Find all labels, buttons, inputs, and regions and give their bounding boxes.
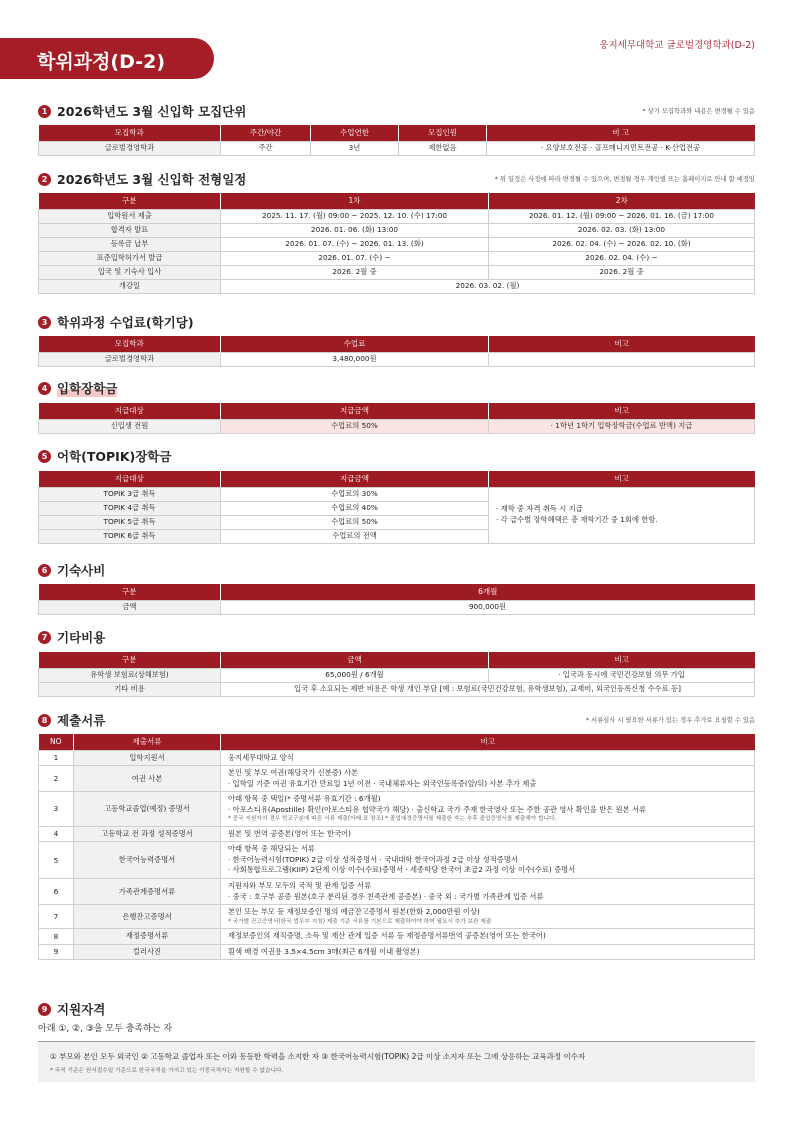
row-number: 4	[39, 826, 74, 842]
document-name: 한국어능력증명서	[74, 842, 221, 879]
document-remark	[221, 905, 755, 929]
qualification-box	[38, 1041, 755, 1082]
document-name: 가족관계증명서류	[74, 878, 221, 904]
document-name: 입학지원서	[74, 750, 221, 766]
section-number: 5	[38, 450, 51, 463]
section-number: 3	[38, 316, 51, 329]
row-number: 9	[39, 944, 74, 960]
col-header: 모집인원	[399, 125, 487, 141]
cell: 2026. 02. 03. (화) 13:00	[489, 223, 755, 237]
cell: 2026. 02. 04. (수) ~	[489, 251, 755, 265]
cell: 3년	[311, 141, 399, 155]
section-5-heading	[38, 447, 171, 465]
remark-cell	[489, 487, 755, 543]
cell: 기타 비용	[39, 682, 221, 696]
remark-line: 웅지세무대학교 양식	[228, 752, 294, 762]
section-number: 2	[38, 173, 51, 186]
row-number: 5	[39, 842, 74, 879]
col-header: 지급금액	[221, 471, 489, 487]
col-header: 주간/야간	[221, 125, 311, 141]
cell: TOPIK 5급 취득	[39, 515, 221, 529]
remark-line: · 한국어능력시험(TOPIK) 2급 이상 성적증명서 · 국내대학 한국어과정 2급 이상 성적증명서	[228, 854, 518, 864]
qualification-note: * 국적 기준은 원서접수일 기준으로 한국국적을 가지고 있는 이중국적자는 지원할 수 없습니다.	[50, 1068, 284, 1074]
section-title: 기숙사비	[57, 563, 106, 578]
table-row	[39, 905, 755, 929]
topik-scholarship-table	[38, 471, 755, 544]
cell: · 요양보호전공 · 골프매니지먼트전공 · K-산업전공	[487, 141, 755, 155]
document-remark	[221, 766, 755, 792]
section-3-heading	[38, 313, 194, 331]
section-number: 1	[38, 105, 51, 118]
remark-line: · 사회통합프로그램(KIIP) 2단계 이상 이수(수료)증명서 · 세종학당 한국어 초급2 과정 이상 이수(수료) 증명서	[228, 865, 576, 875]
remark-line: · 중국 : 호구부 공증 원본(호구 분리된 경우 친족관계 공증본) · 중국 외 : 국가별 가족관계 입증 서류	[228, 891, 544, 901]
section-9-heading	[38, 1000, 105, 1018]
cell: 2026. 01. 06. (화) 13:00	[221, 223, 489, 237]
cell: 2026. 2월 중	[221, 265, 489, 279]
remark-line: 본인 및 부모 여권(해당국가 신분증) 사본	[228, 768, 359, 778]
col-header: 지급대상	[39, 403, 221, 419]
col-header: 수업료	[221, 336, 489, 352]
col-header: 비고	[489, 652, 755, 668]
cell: 2025. 11. 17. (월) 09:00 ~ 2025. 12. 10. (수) 17:00	[221, 209, 489, 223]
row-label: 개강일	[39, 279, 221, 293]
documents-table	[38, 734, 755, 960]
recruitment-table	[38, 125, 755, 156]
document-remark	[221, 792, 755, 826]
remark-line: · 각 급수별 장학혜택은 총 재학기간 중 1회에 한함.	[496, 515, 658, 524]
section-1-heading	[38, 102, 246, 120]
row-label: 합격자 발표	[39, 223, 221, 237]
col-header: 비 고	[487, 125, 755, 141]
row-number: 1	[39, 750, 74, 766]
col-header: 1차	[221, 193, 489, 209]
remark-footnote: * 중국 지원자의 경우 학교구분에 따른 서류 제출(아래 표 참조) * 졸업예정증명서를 제출한 자는 추후 졸업증명서를 제출해야 합니다.	[228, 816, 557, 823]
section-title: 학위과정 수업료(학기당)	[57, 315, 194, 330]
document-name: 여권 사본	[74, 766, 221, 792]
header-right-label: 웅지세무대학교 글로벌경영학과(D-2)	[599, 40, 755, 51]
row-number: 7	[39, 905, 74, 929]
row-label: 입학원서 제출	[39, 209, 221, 223]
col-header: 비고	[489, 336, 755, 352]
section-number: 9	[38, 1003, 51, 1016]
section-number: 4	[38, 382, 51, 395]
section-8-note: * 서류심사 시 필요한 서류가 있는 경우 추가로 요청할 수 있음	[585, 717, 755, 724]
remark-line: 재정보증인의 재직증명, 소득 및 재산 관계 입증 서류 등 재정증명서류번역 공증본(영어 또는 한국어)	[228, 930, 546, 940]
col-header: 제출서류	[74, 734, 221, 750]
section-title: 어학(TOPIK)장학금	[57, 449, 172, 464]
cell: · 입국과 동시에 국민건강보험 의무 가입	[489, 668, 755, 682]
cell: 수업료의 전액	[221, 529, 489, 543]
cell: 수업료의 50%	[221, 515, 489, 529]
section-title: 입학장학금	[57, 381, 118, 396]
cell: 수업료의 30%	[221, 487, 489, 501]
table-row	[39, 766, 755, 792]
schedule-table	[38, 193, 755, 294]
table-row	[39, 944, 755, 960]
cell: 2026. 2월 중	[489, 265, 755, 279]
col-header: 6개월	[221, 584, 755, 600]
document-remark	[221, 878, 755, 904]
remark-line: 본인 또는 부모 등 재정보증인 명의 예금잔고증명서 원본(한화 2,000만원 이상)	[228, 907, 480, 917]
remark-line: 지원자와 부모 모두의 국적 및 관계 입증 서류	[228, 880, 372, 890]
admission-scholarship-table	[38, 403, 755, 434]
col-header: 2차	[489, 193, 755, 209]
section-6-heading	[38, 561, 105, 579]
table-row	[39, 826, 755, 842]
cell: 금액	[39, 600, 221, 614]
cell: TOPIK 6급 취득	[39, 529, 221, 543]
col-header: 비고	[489, 403, 755, 419]
col-header: 금액	[221, 652, 489, 668]
col-header: 비고	[489, 471, 755, 487]
document-remark	[221, 750, 755, 766]
dormitory-table	[38, 584, 755, 615]
col-header: 구분	[39, 193, 221, 209]
cell: TOPIK 3급 취득	[39, 487, 221, 501]
col-header: 구분	[39, 652, 221, 668]
table-row	[39, 842, 755, 879]
col-header: 비고	[221, 734, 755, 750]
row-label: 표준입학허가서 발급	[39, 251, 221, 265]
section-number: 7	[38, 631, 51, 644]
document-name: 고등학교 전 과정 성적증명서	[74, 826, 221, 842]
remark-line: 아래 항목 중 택일(* 증명서류 유효기간 : 6개월)	[228, 794, 381, 804]
col-header: NO	[39, 734, 74, 750]
section-number: 6	[38, 564, 51, 577]
document-name: 은행잔고증명서	[74, 905, 221, 929]
section-4-heading	[38, 379, 117, 397]
section-7-heading	[38, 628, 105, 646]
document-remark	[221, 928, 755, 944]
remark-line: · 아포스티유(Apostille) 확인(아포스티유 협약국가 해당) · 출신학교 국가 주재 한국영사 또는 주한 공관 영사 확인을 받은 원본 서류	[228, 804, 647, 814]
qualification-list: ① 부모와 본인 모두 외국인 ② 고등학교 졸업자 또는 이와 동등한 학력을 소지한 자 ③ 한국어능력시험(TOPIK) 2급 이상 소지자 또는 그에 상응하는 교육과정 이수자	[50, 1052, 586, 1061]
row-number: 8	[39, 928, 74, 944]
cell: 주간	[221, 141, 311, 155]
col-header: 지급대상	[39, 471, 221, 487]
section-1-note: * 상기 모집학과와 내용은 변경될 수 있음	[642, 108, 755, 115]
cell: · 1학년 1학기 입학장학금(수업료 반액) 지급	[489, 419, 755, 433]
cell: 글로벌경영학과	[39, 141, 221, 155]
row-number: 3	[39, 792, 74, 826]
cell: 2026. 01. 12. (월) 09:00 ~ 2026. 01. 16. (금) 17:00	[489, 209, 755, 223]
document-remark	[221, 826, 755, 842]
remark-line: 아래 항목 중 해당되는 서류	[228, 844, 315, 854]
cell: 수업료의 50%	[221, 419, 489, 433]
row-number: 2	[39, 766, 74, 792]
section-number: 8	[38, 714, 51, 727]
remark-line: 흰색 배경 여권용 3.5×4.5cm 3매(최근 6개월 이내 촬영본)	[228, 946, 420, 956]
section-title: 2026학년도 3월 신입학 모집단위	[57, 104, 247, 119]
row-label: 입국 및 기숙사 입사	[39, 265, 221, 279]
remark-line: 원본 및 번역 공증본(영어 또는 한국어)	[228, 828, 352, 838]
tuition-table	[38, 336, 755, 367]
other-costs-table	[38, 652, 755, 697]
cell: 제한없음	[399, 141, 487, 155]
section-2-note: * 위 일정은 사정에 따라 변경될 수 있으며, 변경될 경우 개인별 또는 홈페이지로 안내 할 예정임	[494, 176, 755, 183]
cell: 2026. 01. 07. (수) ~ 2026. 01. 13. (화)	[221, 237, 489, 251]
section-2-heading	[38, 170, 246, 188]
document-name: 재정증명서류	[74, 928, 221, 944]
section-title: 기타비용	[57, 630, 106, 645]
col-header: 지급금액	[221, 403, 489, 419]
cell: 수업료의 40%	[221, 501, 489, 515]
cell	[489, 352, 755, 366]
document-remark	[221, 842, 755, 879]
section-title: 2026학년도 3월 신입학 전형일정	[57, 172, 247, 187]
qualification-intro: 아래 ①, ②, ③을 모두 충족하는 자	[38, 1024, 173, 1034]
col-header: 모집학과	[39, 336, 221, 352]
cell: 유학생 보험료(상해보험)	[39, 668, 221, 682]
cell: 2026. 03. 02. (월)	[221, 279, 755, 293]
document-remark	[221, 944, 755, 960]
cell: 900,000원	[221, 600, 755, 614]
col-header: 모집학과	[39, 125, 221, 141]
cell: TOPIK 4급 취득	[39, 501, 221, 515]
remark-line: · 재학 중 자격 취득 시 지급	[496, 504, 583, 514]
table-row	[39, 750, 755, 766]
page-title-banner: 학위과정(D-2)	[0, 38, 214, 79]
section-8-heading	[38, 711, 105, 729]
col-header: 수업연한	[311, 125, 399, 141]
cell: 글로벌경영학과	[39, 352, 221, 366]
row-label: 등록금 납부	[39, 237, 221, 251]
cell: 3,480,000원	[221, 352, 489, 366]
remark-line: · 입학일 기준 여권 유효기간 만료일 1년 이전 · 국내체류자는 외국인등록증(앞/뒤) 사본 추가 제출	[228, 778, 537, 788]
document-name: 컬러사진	[74, 944, 221, 960]
document-name: 고등학교졸업(예정) 증명서	[74, 792, 221, 826]
cell: 입국 후 소요되는 제반 비용은 학생 개인 부담 [예 : 보험료(국민건강보험, 유학생보험), 교재비, 외국인등록신청 수수료 등]	[221, 682, 755, 696]
cell: 2026. 02. 04. (수) ~ 2026. 02. 10. (화)	[489, 237, 755, 251]
table-row	[39, 792, 755, 826]
row-number: 6	[39, 878, 74, 904]
cell: 65,000원 / 6개월	[221, 668, 489, 682]
table-row	[39, 878, 755, 904]
section-title: 제출서류	[57, 713, 106, 728]
section-title: 지원자격	[57, 1002, 106, 1017]
table-row	[39, 928, 755, 944]
cell: 신입생 전원	[39, 419, 221, 433]
col-header: 구분	[39, 584, 221, 600]
cell: 2026. 01. 07. (수) ~	[221, 251, 489, 265]
remark-footnote: * 국가별 잔고증명서(한국 법무부 지침) 제출 기준 서류를 기본으로 제출하여야 하며 필요시 추가 보완 제출	[228, 918, 492, 925]
